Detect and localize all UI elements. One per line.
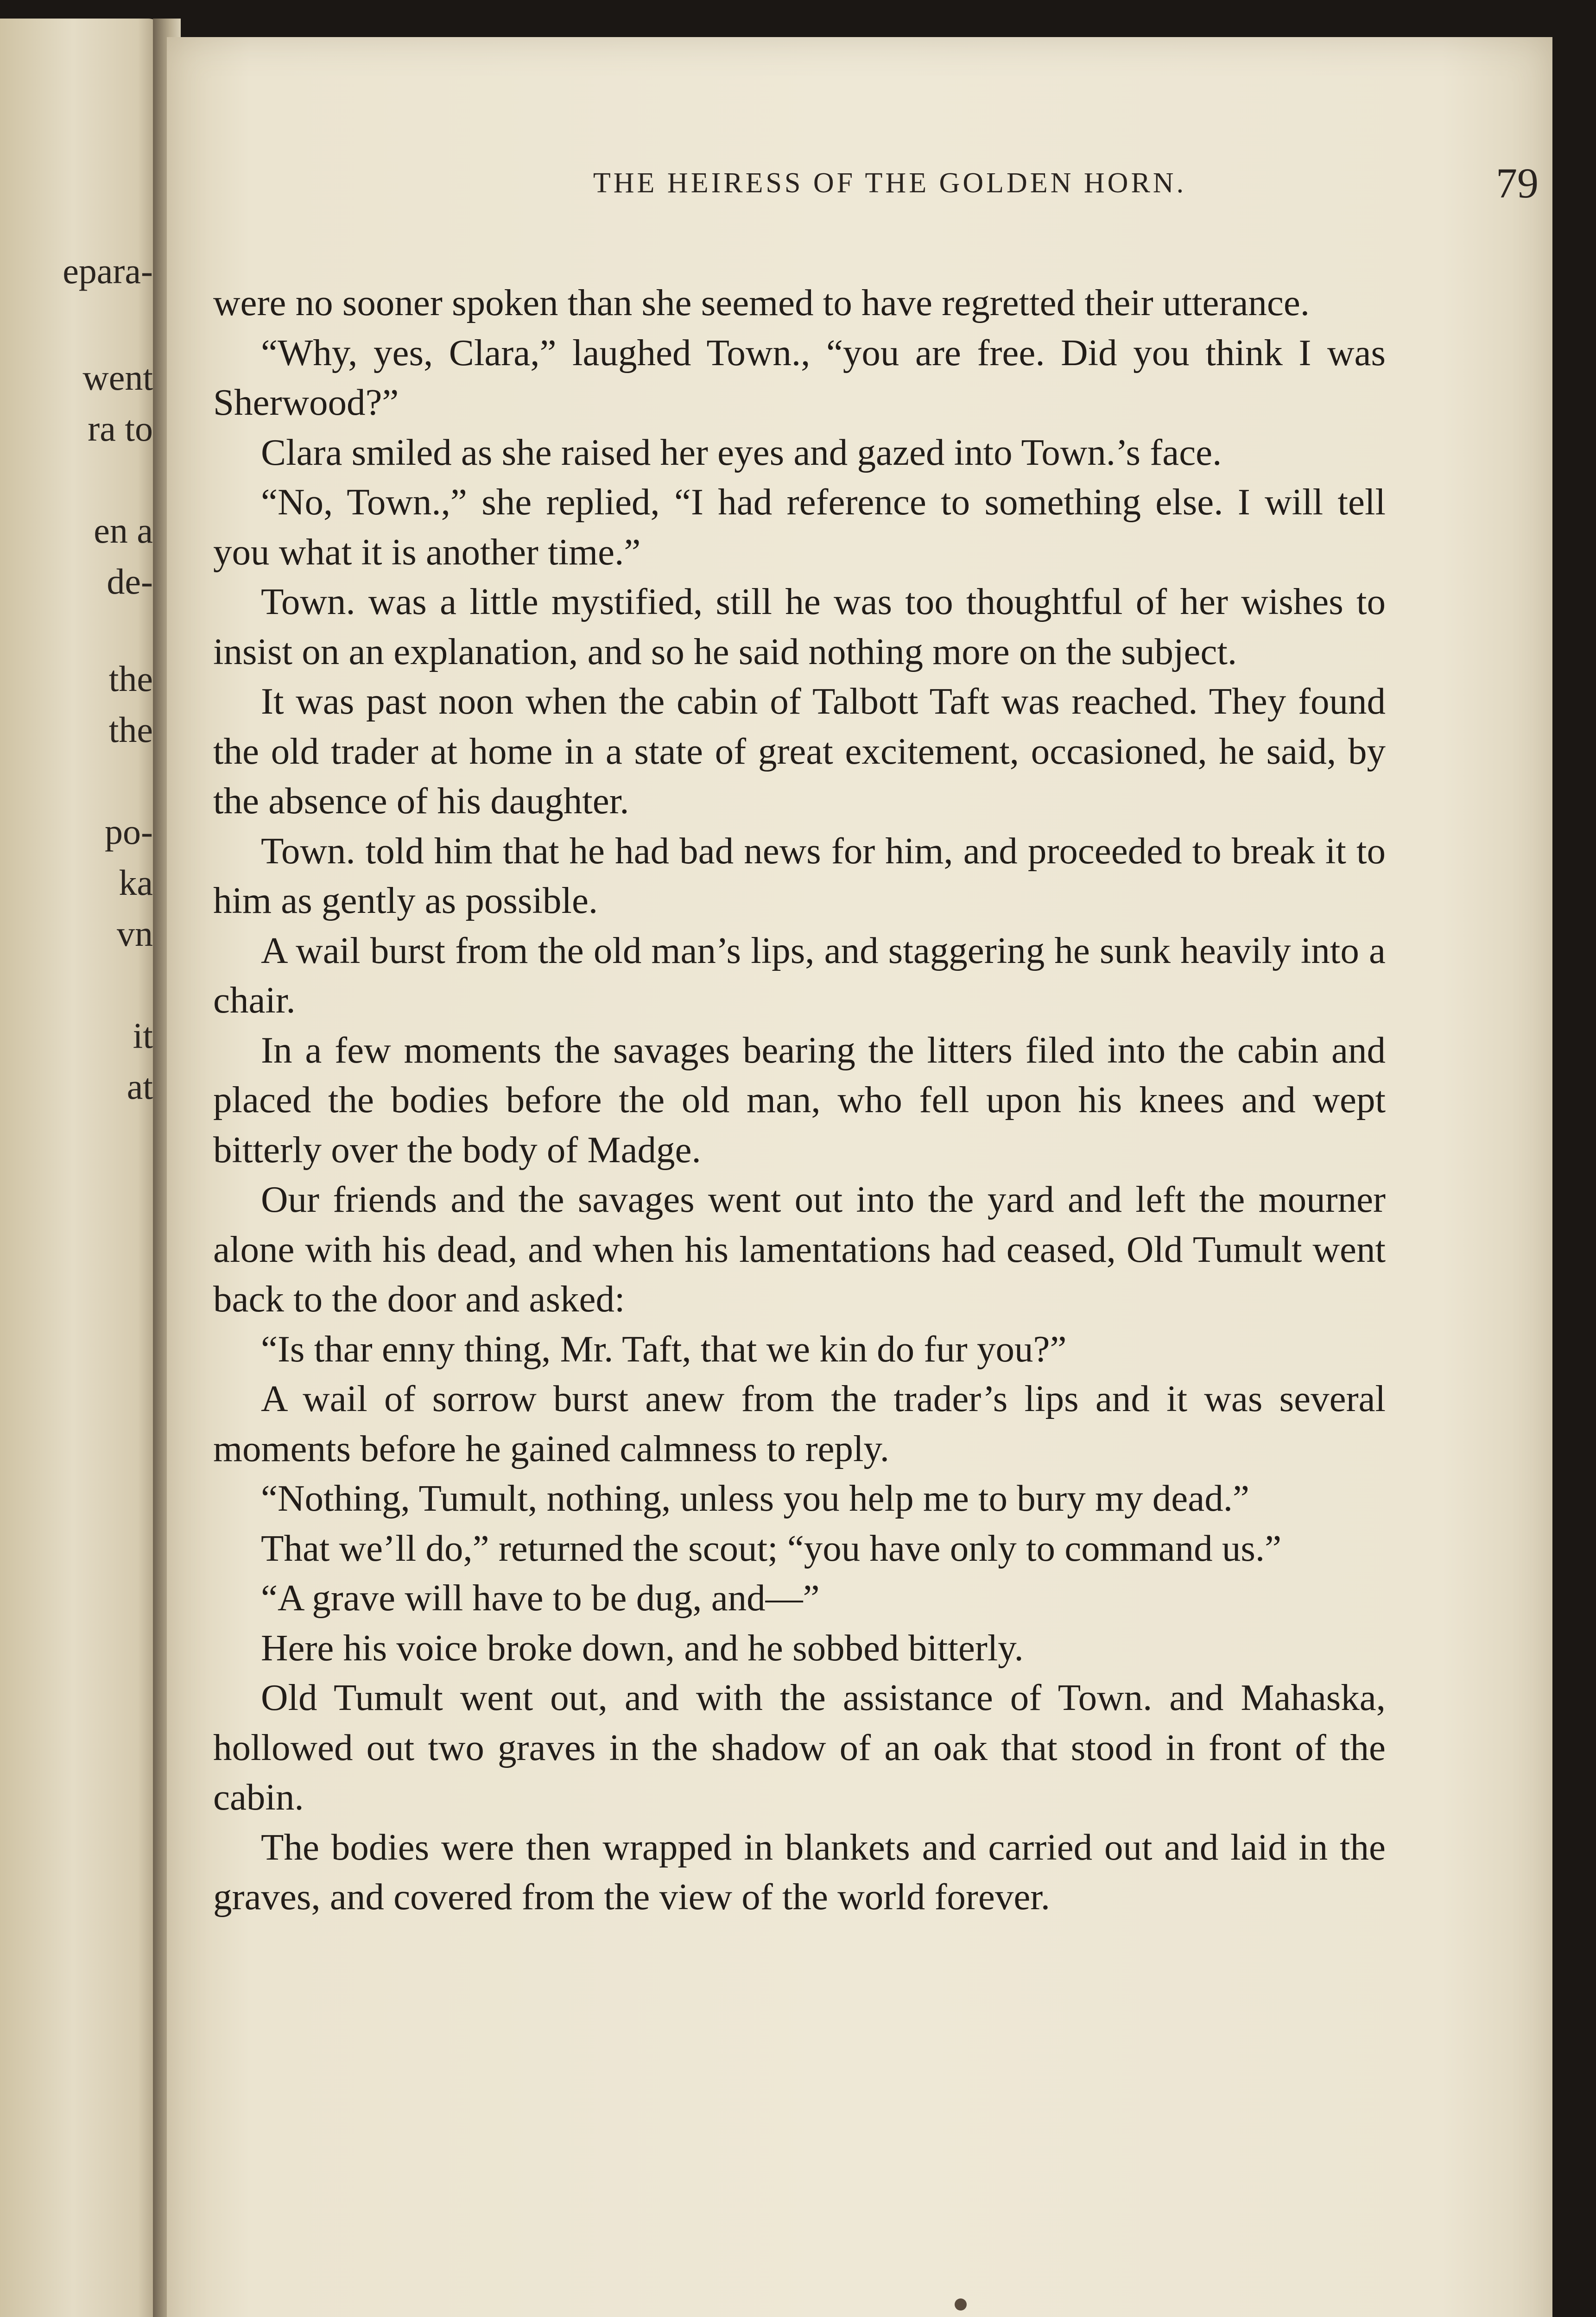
running-head xyxy=(167,159,1539,222)
paragraph: Clara smiled as she raised her eyes and gazed into Town.’s face. xyxy=(261,431,1222,473)
facing-page-fragment: it xyxy=(133,1015,153,1056)
facing-page-fragment: the xyxy=(108,658,153,699)
paragraph: “Nothing, Tumult, nothing, unless you help me to bury my dead.” xyxy=(261,1477,1249,1519)
paragraph: “Is thar enny thing, Mr. Taft, that we kin do fur you?” xyxy=(261,1328,1067,1370)
facing-page-fragment: epara- xyxy=(63,251,153,291)
paragraph: “A grave will have to be dug, and—” xyxy=(261,1577,820,1619)
paragraph: A wail burst from the old man’s lips, and staggering he sunk heavily into a chair. xyxy=(213,929,1386,1021)
paragraph: Here his voice broke down, and he sobbed bitterly. xyxy=(261,1627,1024,1669)
paragraph: That we’ll do,” returned the scout; “you have only to command us.” xyxy=(261,1527,1282,1569)
paragraph: Old Tumult went out, and with the assistance of Town. and Mahaska, hollowed out two graves in the shadow of an oak that stood in front of the cabin. xyxy=(213,1677,1386,1818)
paragraph: were no sooner spoken than she seemed to have regretted their utterance. xyxy=(213,282,1310,323)
paragraph: In a few moments the savages bearing the litters filed into the cabin and placed the bodies before the old man, who fell upon his knees and wept bitterly over the body of Madge. xyxy=(213,1029,1386,1171)
facing-page-fragment: at xyxy=(127,1066,153,1107)
printer-mark xyxy=(955,2298,967,2311)
page-number: 79 xyxy=(1496,159,1539,207)
facing-page-fragment: went xyxy=(82,357,153,398)
book-page xyxy=(167,37,1552,2317)
facing-page-fragment: de- xyxy=(107,561,153,601)
paragraph: It was past noon when the cabin of Talbott Taft was reached. They found the old trader at home in a state of great excitement, occasioned, he said, by the absence of his daughter. xyxy=(213,680,1386,822)
paragraph: Our friends and the savages went out into the yard and left the mourner alone with his dead, and when his lamentations had ceased, Old Tumult went back to the door and asked: xyxy=(213,1178,1386,1320)
paragraph: The bodies were then wrapped in blankets and carried out and laid in the graves, and covered from the view of the world forever. xyxy=(213,1826,1386,1918)
facing-page-edge xyxy=(0,19,162,2317)
facing-page-fragment: po- xyxy=(105,811,153,852)
body-text xyxy=(213,278,1386,1922)
facing-page-fragment: ka xyxy=(119,862,153,903)
facing-page-fragment: ra to xyxy=(88,408,153,449)
facing-page-fragment: en a xyxy=(94,510,153,551)
running-title: THE HEIRESS OF THE GOLDEN HORN. xyxy=(593,167,1187,199)
paragraph: Town. was a little mystified, still he was too thoughtful of her wishes to insist on an explanation, and so he said nothing more on the subject. xyxy=(213,581,1386,672)
paragraph: Town. told him that he had bad news for him, and proceeded to break it to him as gently as possible. xyxy=(213,829,1386,921)
paragraph: A wail of sorrow burst anew from the trader’s lips and it was several moments before he gained calmness to reply. xyxy=(213,1378,1386,1469)
facing-page-fragment: vn xyxy=(117,913,153,954)
facing-page-fragment: the xyxy=(108,709,153,750)
paragraph: “No, Town.,” she replied, “I had reference to something else. I will tell you what it is another time.” xyxy=(213,481,1386,573)
paragraph: “Why, yes, Clara,” laughed Town., “you are free. Did you think I was Sherwood?” xyxy=(213,331,1386,423)
